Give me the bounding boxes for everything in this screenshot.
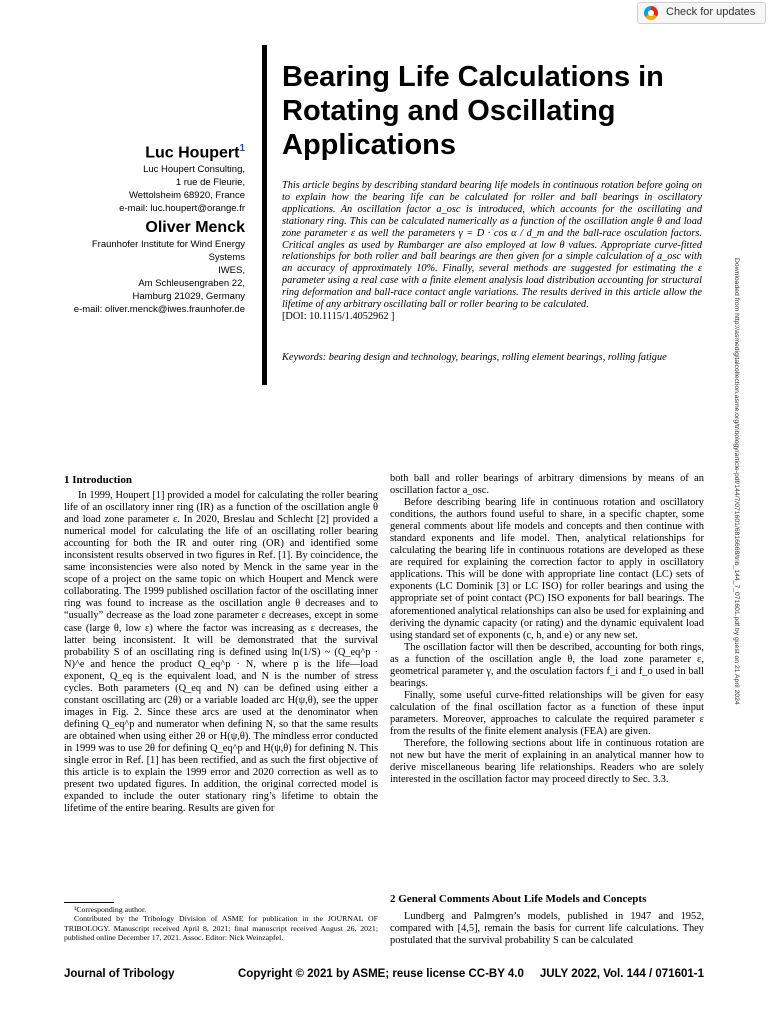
- abstract: [282, 180, 702, 323]
- footnotes: [64, 905, 378, 943]
- footnote: ¹Corresponding author.: [74, 905, 147, 914]
- crossmark-icon: [644, 6, 658, 20]
- affiliation-line: IWES,: [218, 265, 245, 276]
- section-heading-introduction: 1 Introduction: [64, 474, 132, 486]
- paragraph: The oscillation factor will then be described, accounting for both rings, as a function of the oscillation angle θ, the load zone parameter ε, geometrical parameter γ, and the osculation factors f_i and f_o used in ball bearings.: [390, 641, 704, 689]
- section2-text: [390, 911, 704, 947]
- download-strip: [733, 258, 745, 818]
- author-name: Luc Houpert$^1$: [145, 143, 245, 162]
- footer-copyright: Copyright © 2021 by ASME; reuse license CC-BY 4.0: [238, 968, 524, 980]
- author-email[interactable]: e-mail: luc.houpert@orange.fr: [119, 203, 245, 215]
- affiliation-line: Luc Houpert Consulting,: [143, 164, 245, 176]
- footnote-rule: [64, 902, 114, 903]
- paragraph: Before describing bearing life in continuous rotation and oscillatory conditions, the authors found useful to share, in a specific chapter, some general comments about life models and concepts and then continue with standard exponents and life model. Then, analytical relationships for calculating the bearing life in continuous rotations are developed as these are required for explaining the correction factor to apply in oscillatory applications. This will be done with appropriate line contact (LC) sets of exponents (LC Dominik [3] or LC ISO) for roller bearings and using the appropriate set of point contact (PC) ISO exponents for ball bearings. The aforementioned analytical relationships can also be used for explaining and deriving the dynamic capacity (or rating) and the dynamic equivalent load using standard set of exponents (c, h, and e) or any new set.: [390, 497, 704, 641]
- author-block-1: [60, 139, 245, 215]
- column-left: [64, 490, 378, 815]
- paragraph: Therefore, the following sections about life in continuous rotation are not new but have the merit of explaining in an analytical manner how to derive miscellaneous bearing life relationships. Readers who are solely interested in the oscillation factor may proceed directly to Sec. 3.3.: [390, 738, 704, 786]
- download-strip-text: Downloaded from http://asmedigitalcollection.asme.org/tribology/article-pdf/144/7/071601/6816668/trib_144_7_071601.pdf by guest on 21 April 2024: [733, 258, 740, 705]
- paragraph: both ball and roller bearings of arbitrary dimensions by means of an oscillation factor a_osc.: [390, 473, 704, 497]
- paragraph: In 1999, Houpert [1] provided a model for calculating the roller bearing life of an oscillatory inner ring (IR) as a function of the oscillation angle θ and load zone parameter ε. In 2020, Breslau and Schlecht [2] provided a numerical model for calculating the life of an oscillating roller bearing accounting for both the IR and outer ring (OR) and identified some inconsistent results observed in two figures in Ref. [1]. By coincidence, the same inconsistencies were also noted by Menck in the same year in the scope of a project on the same topic on which Houpert and Menck were collaborating. The 1999 published oscillation factor of the oscillating inner ring was found to increase as the oscillation angle θ decreases and to “usually” decrease as the load zone parameter ε decreases, except in some case (large θ, low ε) where the factor was increasing as ε decreases, the latter being inconsistent. It will be demonstrated that the survival probability S of an oscillating ring is defined using ln(1/S) ~ (Q_eq^p · N)^e and hence the product Q_eq^p · N, where p is the life—load exponent, Q_eq is the equivalent load, and N is the number of stress cycles. Both parameters (Q_eq and N) can be defined using either a constant oscillating arc (2θ) or a variable loaded arc H(ψ,θ), see the upper images in Fig. 2. Since these arcs are used at the denominator when defining Q_eq^p and numerator when defining N, so that the same results are obtained when using either 2θ or H(ψ,θ). The mindless error conducted in 1999 was to use 2θ for defining Q_eq^p and H(ψ,θ) for defining N. This single error in Ref. [1] has been rectified, and as such the first objective of this article is to explain the 1999 error and 2020 correction as well as to present two updated figures. In addition, the original corrected model is expanded to include the outer stationary ring’s lifetime to obtain the lifetime of the entire bearing. Results are given for: [64, 490, 378, 815]
- check-for-updates-badge[interactable]: [637, 2, 768, 24]
- paragraph: Lundberg and Palmgren’s models, published in 1947 and 1952, compared with [4,5], remain the basis for current life calculations. They postulated that the survival probability S can be calculated: [390, 911, 704, 947]
- affiliation-line: Wettolsheim 68920, France: [129, 190, 245, 202]
- affiliation-line: Am Schleusengraben 22,: [138, 278, 245, 289]
- article-title: Bearing Life Calculations in Rotating and Oscillating Applications: [282, 61, 664, 161]
- check-for-updates-label: Check for updates: [666, 6, 756, 18]
- title-rule: [262, 45, 267, 385]
- author-name: Oliver Menck: [145, 219, 245, 236]
- footer-issue: JULY 2022, Vol. 144 / 071601-1: [539, 968, 704, 980]
- affiliation-line: 1 rue de Fleurie,: [175, 177, 245, 189]
- paragraph: Finally, some useful curve-fitted relationships will be given for easy calculation of the final oscillation factor as a function of these input parameters. Moreover, approaches to calculate the required parameter ε from the results of the finite element analysis (FEA) are given.: [390, 689, 704, 737]
- keywords: Keywords: bearing design and technology, bearings, rolling element bearings, rolling fatigue: [282, 352, 667, 363]
- section-heading-general-comments: 2 General Comments About Life Models and Concepts: [390, 893, 647, 905]
- affiliation-line: Fraunhofer Institute for Wind Energy Systems: [91, 239, 245, 263]
- footer-journal: Journal of Tribology: [64, 968, 175, 980]
- abstract-text: This article begins by describing standard bearing life models in continuous rotation before going on to explain how the bearing life can be calculated for roller and ball bearings in oscillatory applications. An oscillation factor a_osc is introduced, which accounts for the oscillating and stationary ring. This can be calculated numerically as a function of the oscillation angle θ and load zone parameter ε as well the parameters γ = D · cos α / d_m and the ball-race osculation factors. Critical angles as used by Rumbarger are also employed at low θ values. Appropriate curve-fitted relationships for both roller and ball bearings are then given for a simple calculation of a_osc with an accuracy of approximately 10%. Finally, several methods are suggested for estimating the ε parameter using a real case with a finite element analysis load distribution accounting for structural ring deformation and ball-race contact angle variations. The results derived in this article allow the lifetime of any arbitrary oscillating ball or roller bearing to be calculated.: [282, 180, 702, 311]
- author-block-2: [60, 218, 245, 316]
- affiliation-line: Hamburg 21029, Germany: [132, 291, 245, 302]
- column-right: [390, 473, 704, 786]
- author-email[interactable]: e-mail: oliver.menck@iwes.fraunhofer.de: [73, 304, 245, 315]
- footnote: Contributed by the Tribology Division of ASME for publication in the JOURNAL OF TRIBOLOGY. Manuscript received April 8, 2021; final manuscript received August 26, 2021; published online December 17, 2021. Assoc. Editor: Nick Weinzapfel.: [64, 914, 378, 943]
- doi-link[interactable]: [DOI: 10.1115/1.4052962 ]: [282, 310, 395, 322]
